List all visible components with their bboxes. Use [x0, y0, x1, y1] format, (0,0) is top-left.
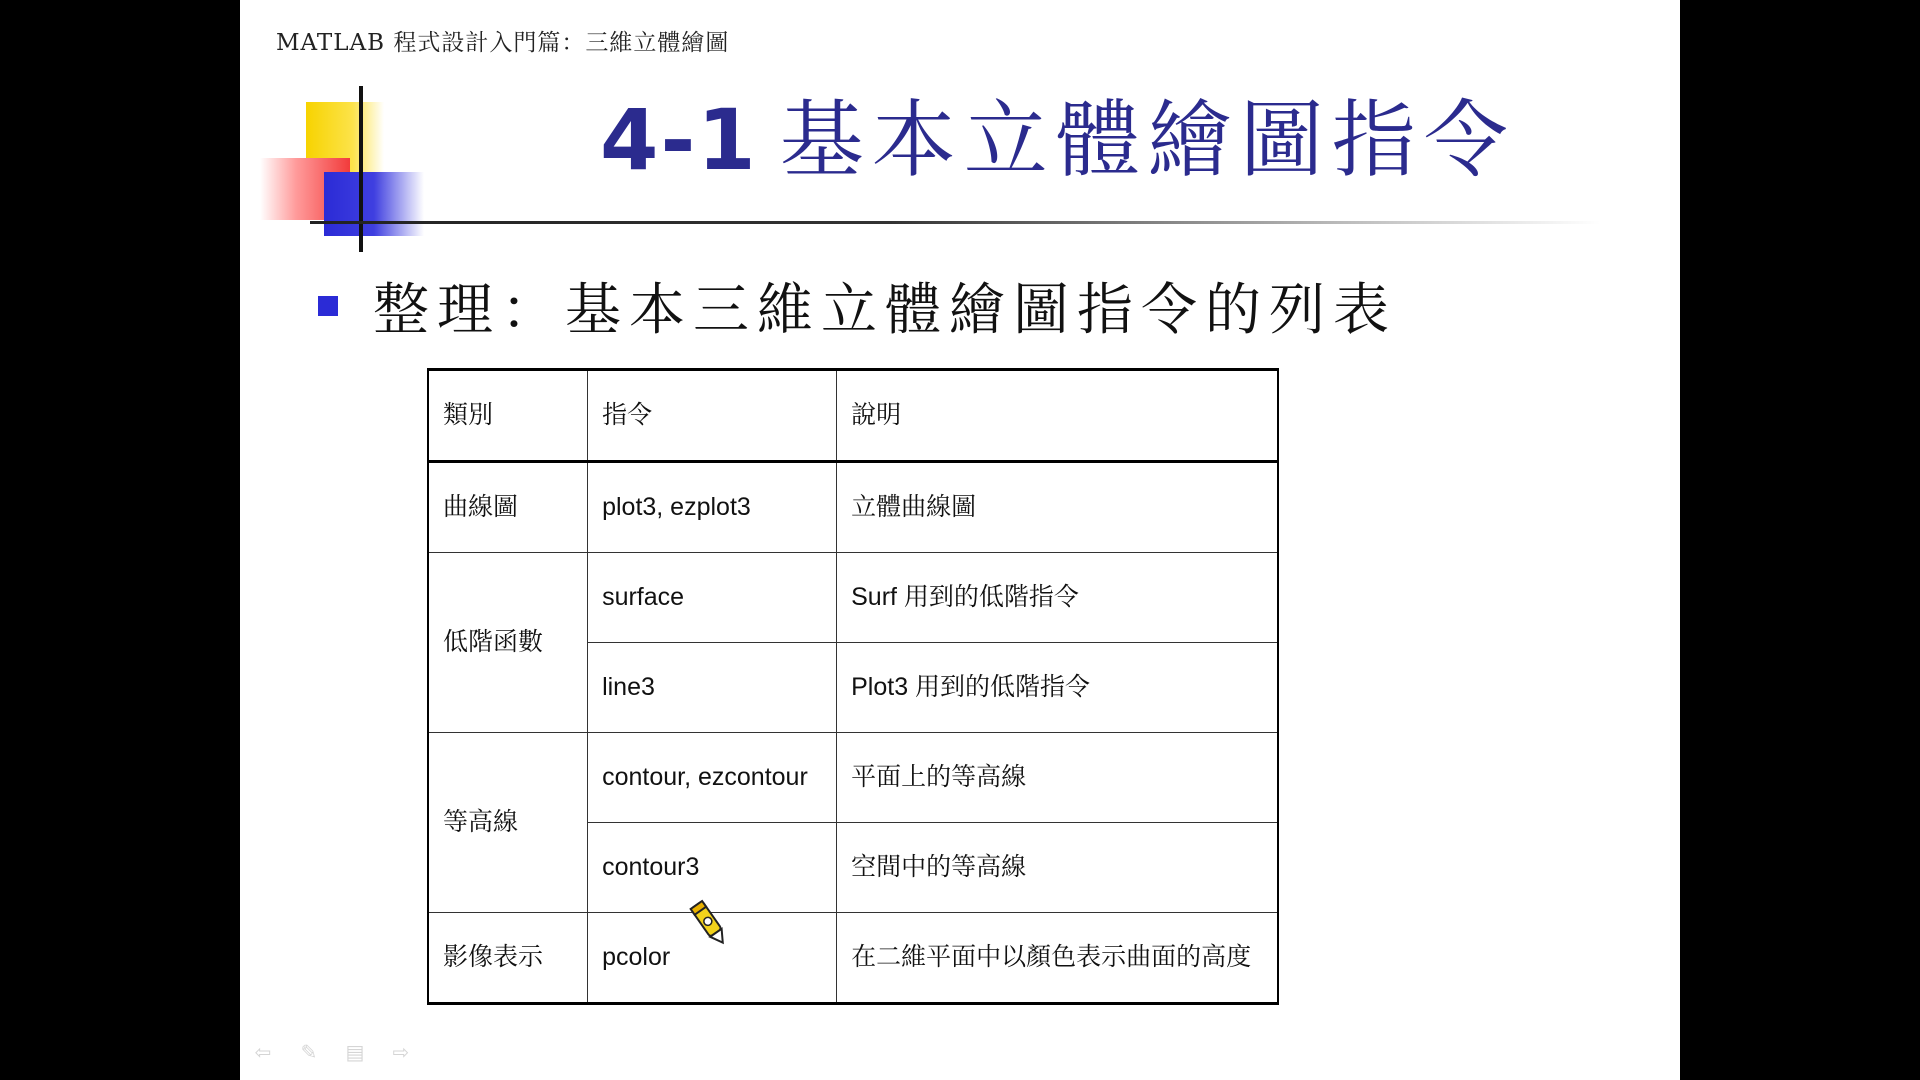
table-cell-command: line3 — [588, 643, 837, 733]
table-row — [428, 913, 1278, 1004]
menu-icon[interactable]: ▤ — [345, 1040, 365, 1064]
slide-title-number: 4-1 — [600, 91, 758, 189]
table-cell-command: pcolor — [588, 913, 837, 1004]
decoration-blue-square — [324, 172, 424, 236]
slide — [240, 0, 1680, 1080]
table-row — [428, 462, 1278, 553]
table-header-row — [428, 370, 1278, 462]
table-header-description: 說明 — [837, 370, 1278, 462]
table-cell-category: 低階函數 — [428, 553, 588, 733]
table-cell-description: 立體曲線圖 — [837, 462, 1278, 553]
bullet-square-icon — [318, 296, 338, 316]
table-cell-description: 平面上的等高線 — [837, 733, 1278, 823]
title-underline — [310, 221, 1600, 224]
slide-header: MATLAB 程式設計入門篇：三維立體繪圖 — [276, 30, 730, 56]
table-cell-description: 在二維平面中以顏色表示曲面的高度 — [837, 913, 1278, 1004]
table-cell-command: surface — [588, 553, 837, 643]
table-row — [428, 553, 1278, 643]
table-cell-category: 影像表示 — [428, 913, 588, 1004]
table-cell-command: contour3 — [588, 823, 837, 913]
table-cell-description: Plot3 用到的低階指令 — [837, 643, 1278, 733]
slide-title — [600, 91, 1516, 189]
table-cell-command: contour, ezcontour — [588, 733, 837, 823]
table-header-category: 類別 — [428, 370, 588, 462]
pen-icon[interactable]: ✎ — [300, 1040, 318, 1064]
title-decoration — [240, 80, 440, 260]
bullet-text: 整理：基本三維立體繪圖指令的列表 — [373, 278, 1397, 343]
table-cell-command: plot3, ezplot3 — [588, 462, 837, 553]
command-table — [427, 368, 1279, 1005]
next-arrow-icon[interactable]: ⇨ — [392, 1040, 410, 1064]
table-cell-description: 空間中的等高線 — [837, 823, 1278, 913]
slide-nav — [250, 1042, 414, 1062]
table-cell-category: 曲線圖 — [428, 462, 588, 553]
table-cell-description: Surf 用到的低階指令 — [837, 553, 1278, 643]
prev-arrow-icon[interactable]: ⇦ — [254, 1040, 272, 1064]
slide-title-text: 基本立體繪圖指令 — [779, 91, 1516, 189]
pen-cursor-icon — [686, 897, 732, 949]
table-cell-category: 等高線 — [428, 733, 588, 913]
table-row — [428, 733, 1278, 823]
table-header-command: 指令 — [588, 370, 837, 462]
decoration-vertical-line — [359, 86, 363, 252]
